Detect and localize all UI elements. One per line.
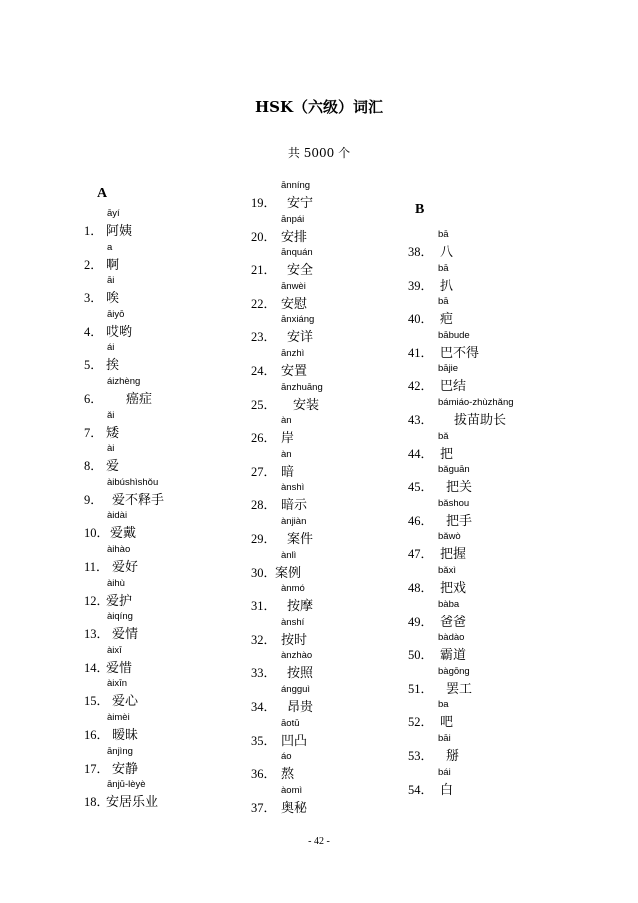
entry-pinyin: bàgōng (438, 665, 470, 677)
entry-word: 暗 (281, 464, 295, 480)
entry-pinyin: àn (281, 448, 292, 460)
vocab-entry (408, 263, 608, 297)
entry-pinyin: ānpái (281, 213, 305, 225)
vocab-entry (408, 733, 608, 767)
entry-number: 1． (84, 224, 103, 238)
entry-pinyin: ānjìng (107, 745, 133, 757)
vocab-entry (408, 464, 608, 498)
entry-pinyin: áo (281, 751, 292, 763)
entry-word: 巴不得 (440, 345, 480, 361)
entry-number: 41． (408, 345, 434, 360)
entry-number: 50． (408, 648, 434, 663)
vocab-entry (408, 531, 608, 565)
entry-number: 47． (408, 547, 434, 562)
entry-pinyin: āiyō (107, 308, 125, 320)
entry-word: 把关 (446, 480, 473, 496)
entry-number: 22． (251, 296, 277, 311)
entry-pinyin: āyí (107, 208, 120, 219)
entry-word: 罢工 (446, 681, 473, 697)
entry-word: 啊 (106, 257, 120, 273)
entry-number: 48． (408, 581, 434, 595)
entry-number: 10． (84, 526, 110, 541)
entry-number: 27． (251, 464, 277, 479)
entry-pinyin: āotū (281, 717, 300, 729)
entry-pinyin: àixī (107, 644, 122, 656)
entry-number: 29． (251, 532, 277, 546)
entry-word: 安置 (281, 364, 308, 379)
entry-word: 唉 (106, 291, 120, 307)
entry-number: 16． (84, 728, 110, 742)
entry-number: 38． (408, 245, 434, 259)
entry-pinyin: àimèi (107, 712, 130, 723)
page-subtitle: 共 5000 个 (287, 146, 351, 160)
entry-word: 霸道 (440, 648, 467, 664)
entry-pinyin: ānníng (281, 180, 311, 191)
entry-pinyin: bā (438, 229, 449, 240)
entry-pinyin: bǎshou (438, 497, 470, 509)
entry-word: 把手 (446, 513, 473, 529)
entry-word: 扒 (440, 278, 454, 294)
entry-pinyin: ānxiáng (281, 314, 315, 326)
entry-word: 暗示 (281, 498, 308, 514)
entry-number: 42． (408, 379, 434, 394)
entry-number: 24． (251, 364, 277, 378)
entry-number: 25． (251, 397, 277, 412)
vocab-entry (408, 363, 608, 397)
entry-number: 35． (251, 733, 277, 748)
entry-pinyin: ǎi (107, 409, 115, 421)
entry-word: 爱情 (112, 627, 139, 643)
entry-word: 挨 (106, 358, 120, 374)
entry-word: 安静 (112, 761, 139, 777)
entry-pinyin: bàdào (438, 632, 465, 644)
entry-number: 9． (84, 492, 103, 507)
entry-number: 33． (251, 666, 277, 681)
entry-pinyin: a (107, 241, 113, 253)
vocab-entry (408, 296, 608, 330)
entry-pinyin: ànjiàn (281, 516, 307, 527)
entry-pinyin: ànlì (281, 549, 297, 561)
entry-word: 巴结 (440, 379, 467, 395)
entry-word: 疤 (440, 312, 454, 328)
entry-number: 4． (84, 324, 103, 339)
entry-word: 安宁 (287, 196, 314, 211)
section-letter-a: A (97, 186, 108, 201)
entry-word: 八 (440, 245, 454, 260)
entry-number: 30． (251, 565, 277, 580)
entry-pinyin: àidài (107, 510, 128, 522)
entry-pinyin: àixīn (107, 678, 128, 690)
entry-pinyin: àomì (281, 784, 303, 796)
entry-pinyin: bǎxì (438, 565, 456, 576)
entry-word: 拔苗助长 (454, 413, 507, 428)
entry-number: 37． (251, 800, 277, 815)
entry-word: 安慰 (281, 296, 308, 312)
entry-number: 53． (408, 749, 434, 763)
vocab-entry (408, 565, 608, 599)
entry-word: 爱不释手 (112, 492, 165, 508)
vocab-entry (408, 666, 608, 700)
entry-word: 熬 (281, 767, 295, 783)
entry-pinyin: ài (107, 443, 115, 455)
entry-word: 安详 (287, 330, 314, 346)
entry-pinyin: bā (438, 296, 449, 308)
entry-word: 矮 (106, 425, 120, 441)
entry-number: 49． (408, 614, 434, 629)
entry-word: 爱护 (106, 593, 133, 609)
entry-pinyin: bā (438, 262, 449, 274)
entry-number: 21． (251, 263, 277, 278)
entry-word: 奥秘 (281, 800, 308, 816)
entry-number: 26． (251, 431, 277, 446)
entry-word: 昂贵 (287, 700, 314, 715)
entry-pinyin: bámiáo-zhùzhǎng (438, 397, 514, 408)
entry-word: 爱惜 (106, 660, 133, 676)
entry-number: 39． (408, 278, 434, 293)
vocab-entry (408, 767, 608, 801)
entry-pinyin: ànshí (281, 616, 305, 628)
entry-word: 案例 (275, 565, 302, 581)
entry-pinyin: āi (107, 275, 115, 287)
entry-number: 44． (408, 446, 434, 461)
entry-word: 按时 (281, 632, 308, 648)
entry-number: 43． (408, 413, 434, 427)
entry-number: 6． (84, 392, 103, 406)
entry-word: 掰 (446, 749, 460, 764)
entry-number: 34． (251, 700, 277, 714)
entry-pinyin: àn (281, 415, 292, 427)
vocab-entry (408, 632, 608, 666)
vocab-entry (408, 431, 608, 465)
entry-word: 爱心 (112, 694, 139, 710)
entry-number: 28． (251, 498, 277, 513)
entry-number: 20． (251, 229, 277, 244)
entry-pinyin: bǎwò (438, 531, 461, 543)
entry-word: 安全 (287, 263, 314, 279)
entry-number: 7． (84, 425, 103, 440)
entry-number: 5． (84, 358, 103, 373)
page-title: HSK（六级）词汇 (254, 98, 384, 116)
entry-number: 13． (84, 627, 110, 642)
entry-number: 12． (84, 593, 110, 608)
entry-word: 癌症 (126, 392, 153, 407)
entry-number: 45． (408, 480, 434, 495)
section-letter-b: B (415, 202, 425, 217)
vocab-entry (408, 397, 608, 431)
entry-number: 3． (84, 291, 103, 306)
entry-number: 14． (84, 660, 110, 675)
vocab-entry (408, 599, 608, 633)
entry-pinyin: bājie (438, 363, 459, 375)
entry-number: 2． (84, 257, 103, 272)
entry-pinyin: ānzhì (281, 348, 305, 359)
entry-word: 凹凸 (281, 733, 308, 749)
entry-word: 爱好 (112, 560, 139, 575)
entry-word: 爱戴 (110, 526, 137, 542)
entry-number: 15． (84, 694, 110, 709)
entry-word: 暧昧 (112, 728, 139, 743)
entry-word: 白 (440, 782, 454, 798)
page-number: - 42 - (308, 836, 330, 847)
entry-pinyin: ānquán (281, 247, 313, 259)
entry-word: 哎哟 (106, 324, 133, 340)
entry-word: 案件 (287, 532, 314, 547)
entry-number: 17． (84, 761, 110, 776)
entry-number: 19． (251, 196, 277, 210)
entry-pinyin: bái (438, 766, 451, 778)
entry-pinyin: bǎ (438, 430, 449, 442)
entry-number: 51． (408, 681, 434, 696)
entry-number: 54． (408, 782, 434, 797)
entry-pinyin: ànzhào (281, 650, 313, 662)
entry-word: 安居乐业 (106, 795, 159, 811)
vocab-entry (408, 229, 608, 263)
entry-pinyin: ānjū-lèyè (107, 779, 146, 791)
entry-pinyin: àibúshìshǒu (107, 476, 159, 488)
entry-number: 46． (408, 513, 434, 528)
vocab-entry (408, 699, 608, 733)
entry-pinyin: ānwèi (281, 280, 306, 292)
entry-pinyin: ángguì (281, 684, 311, 695)
entry-word: 把戏 (440, 581, 467, 596)
entry-number: 31． (251, 599, 277, 614)
entry-pinyin: àihù (107, 577, 125, 589)
entry-number: 40． (408, 312, 434, 327)
entry-pinyin: bǎguān (438, 464, 470, 476)
entry-number: 8． (84, 459, 103, 474)
entry-word: 吧 (440, 715, 454, 731)
entry-pinyin: ānzhuāng (281, 381, 323, 393)
entry-pinyin: ànmó (281, 583, 305, 595)
entry-word: 安装 (293, 397, 320, 413)
entry-number: 52． (408, 715, 434, 730)
vocab-entry (408, 330, 608, 364)
entry-pinyin: áizhèng (107, 376, 141, 387)
entry-word: 爱 (106, 459, 120, 475)
entry-word: 按照 (287, 666, 314, 682)
entry-word: 把握 (440, 547, 467, 563)
entry-word: 岸 (281, 431, 295, 447)
entry-word: 把 (440, 446, 454, 462)
entry-word: 爸爸 (440, 614, 467, 630)
entry-number: 23． (251, 330, 277, 345)
entry-word: 阿姨 (106, 224, 133, 239)
entry-number: 18． (84, 795, 110, 810)
entry-pinyin: ái (107, 342, 115, 354)
entry-number: 11． (84, 560, 109, 574)
entry-number: 32． (251, 632, 277, 647)
entry-pinyin: àihào (107, 544, 131, 555)
entry-pinyin: bāi (438, 733, 451, 744)
entry-pinyin: bàba (438, 598, 460, 610)
entry-pinyin: ànshì (281, 482, 305, 494)
entry-pinyin: bābude (438, 329, 470, 341)
entry-number: 36． (251, 767, 277, 782)
entry-pinyin: ba (438, 699, 449, 711)
entry-word: 安排 (281, 229, 308, 245)
vocab-entry (408, 498, 608, 532)
entry-word: 按摩 (287, 599, 314, 615)
entry-pinyin: àiqíng (107, 611, 133, 623)
